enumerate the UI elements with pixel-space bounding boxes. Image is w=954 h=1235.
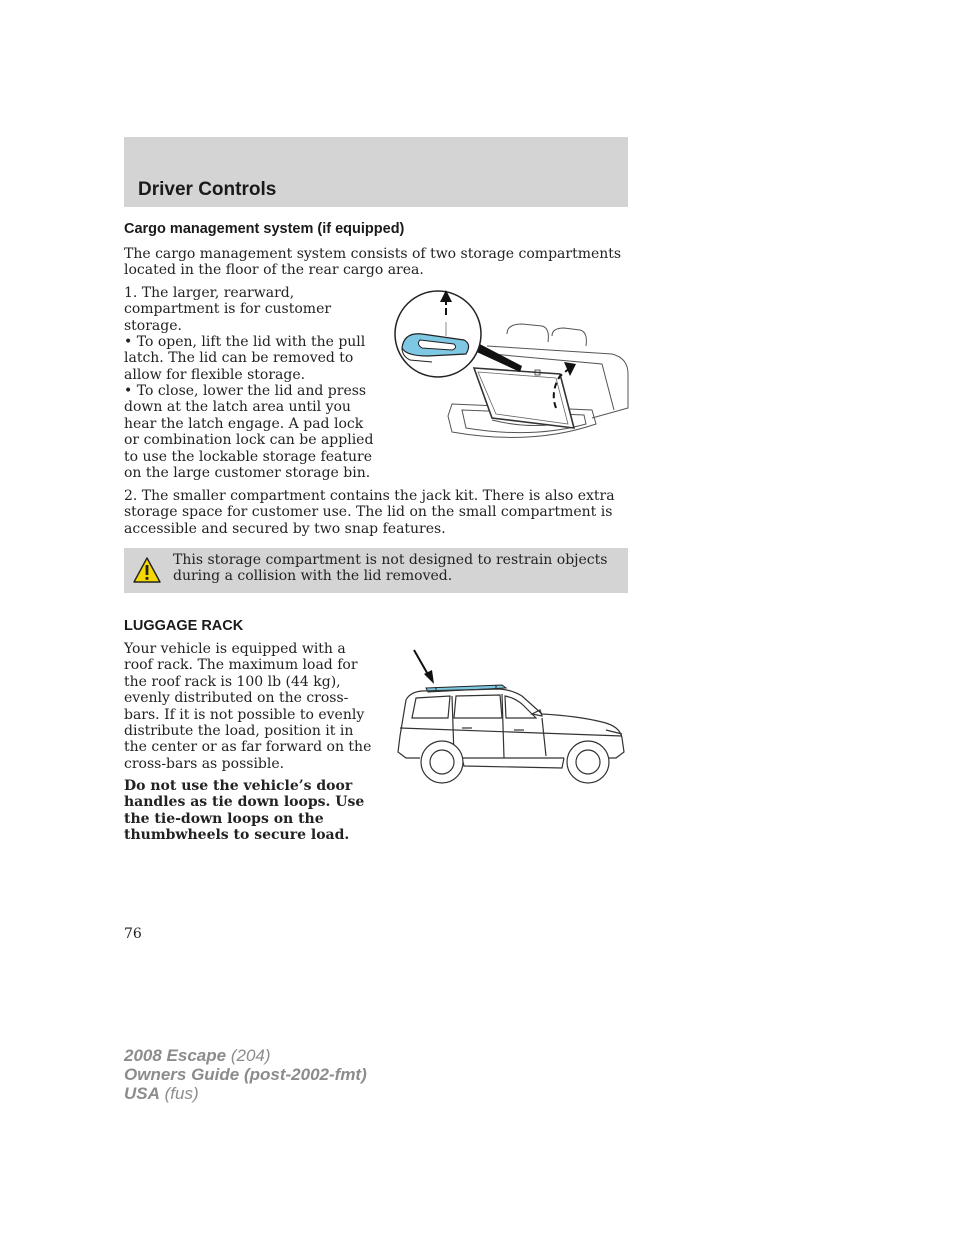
cargo-heading: Cargo management system (if equipped): [124, 221, 405, 237]
footer-guide: Owners Guide (post-2002-fmt): [124, 1065, 367, 1084]
footer-line-1: [124, 1046, 367, 1065]
cargo-bullet-open: • To open, lift the lid with the pull latch. The lid can be removed to allow for flexible storage.: [124, 334, 366, 383]
luggage-caution: Do not use the vehicle’s door handles as tie down loops. Use the tie-down loops on the thumbwheels to secure load.: [124, 778, 365, 844]
cargo-item-2: 2. The smaller compartment contains the jack kit. There is also extra storage space for customer use. The lid on the small compartment is accessible and secured by two snap features.: [124, 488, 615, 537]
luggage-body: Your vehicle is equipped with a roof rack. The maximum load for the roof rack is 100 lb (44 kg), evenly distributed on the cross-bars. If it is not possible to evenly distribute the load, position it in the center or as far forward on the cross-bars as possible.: [124, 641, 372, 772]
footer-model-code: (204): [230, 1046, 271, 1065]
cargo-bullet-close: • To close, lower the lid and press down at the latch area until you hear the latch engage. A pad lock or combination lock can be applied to use the lockable storage feature on the large customer storage bin.: [124, 383, 374, 482]
cargo-item-1: 1. The larger, rearward, compartment is for customer storage.: [124, 285, 332, 334]
footer-model: 2008 Escape: [124, 1046, 227, 1065]
warning-text: This storage compartment is not designed to restrain objects during a collision with the lid removed.: [173, 552, 608, 585]
vehicle-roof-rack-illustration: [392, 644, 632, 786]
section-header: [124, 137, 628, 207]
cargo-intro: The cargo management system consists of two storage compartments located in the floor of the rear cargo area.: [124, 246, 622, 279]
footer: [124, 1046, 367, 1103]
page-number: 76: [124, 926, 142, 942]
warning-triangle-icon: [132, 556, 162, 584]
footer-line-3: [124, 1084, 367, 1103]
section-title: Driver Controls: [138, 179, 277, 200]
footer-line-2: [124, 1065, 367, 1084]
footer-market: USA: [124, 1084, 160, 1103]
footer-market-code: (fus): [164, 1084, 199, 1103]
warning-box: [124, 548, 628, 593]
cargo-compartment-illustration: [392, 284, 632, 454]
luggage-heading: LUGGAGE RACK: [124, 618, 244, 634]
